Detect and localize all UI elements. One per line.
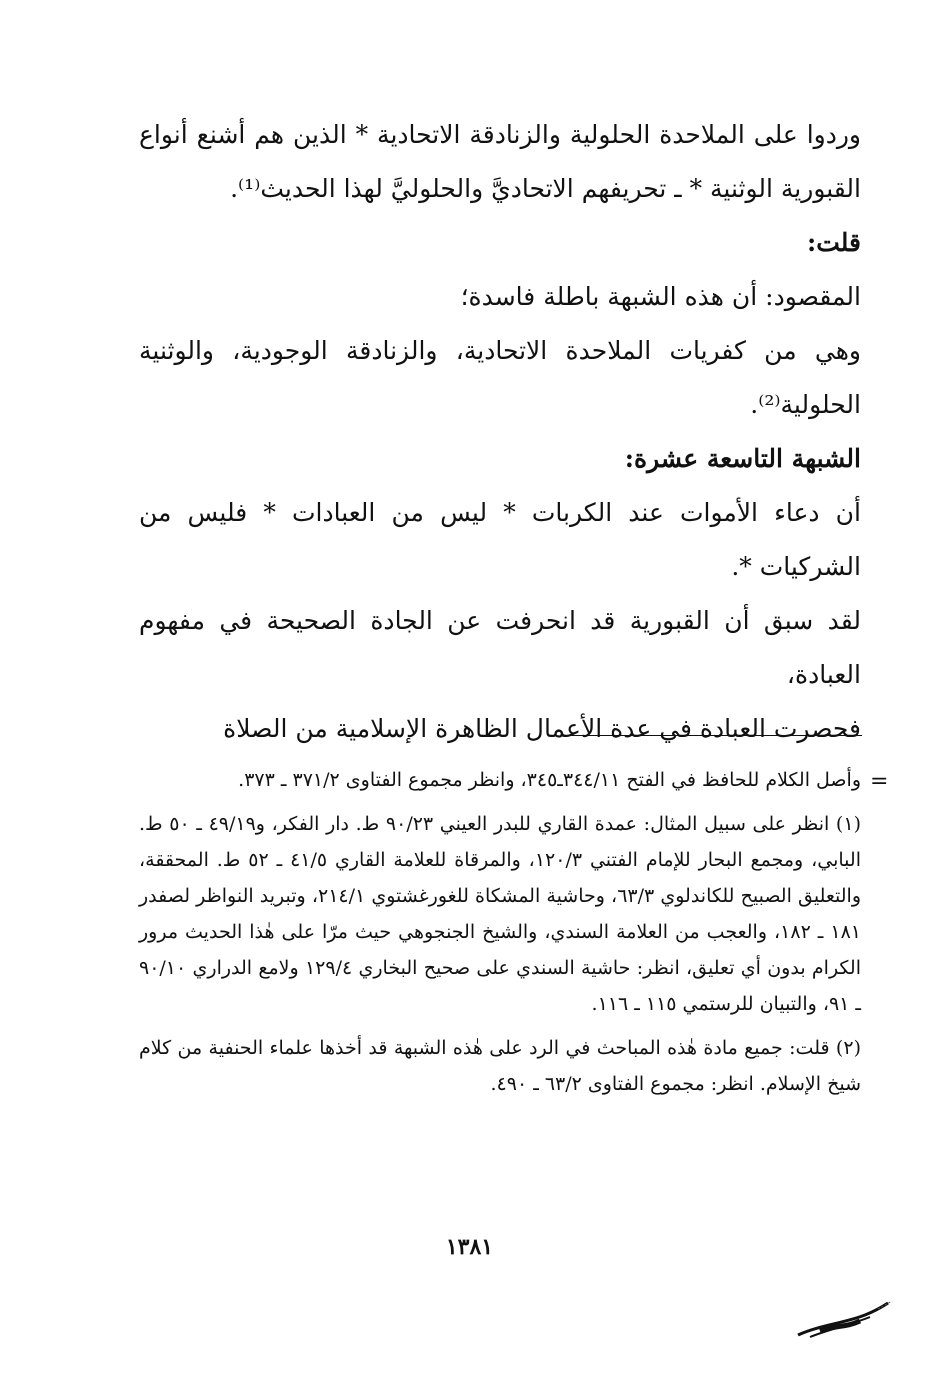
page-number: ١٣٨١ — [445, 1234, 494, 1260]
paragraph-1: وردوا على الملاحدة الحلولية والزنادقة الاتحادية * الذين هم أشنع أنواع القبورية الوثنية * ـ تحريفهم الاتحاديَّ والحلوليَّ لهذا الحديث⁽¹⁾. — [139, 120, 861, 203]
footnote-separator — [570, 735, 862, 736]
paragraph-7: لقد سبق أن القبورية قد انحرفت عن الجادة الصحيحة في مفهوم العبادة، — [139, 606, 861, 689]
paragraph-3: المقصود: أن هذه الشبهة باطلة فاسدة؛ — [460, 282, 861, 311]
paragraph-8: فحصرت العبادة في عدة الأعمال الظاهرة الإسلامية من الصلاة — [223, 714, 861, 743]
pen-scribble-mark — [790, 1295, 900, 1345]
footnote-1: (١) انظر على سبيل المثال: عمدة القاري للبدر العيني ٩٠/٢٣ ط. دار الفكر، و٤٩/١٩ ـ ٥٠ ط. البابي، ومجمع البحار للإمام الفتني ١٢٠/٣، والمرقاة للعلامة القاري ٤١/٥ ـ ٥٢ ط. المحققة، والتعليق الصبيح للكاندلوي ٦٣/٣، وحاشية المشكاة للغورغشتوي ٢١٤/١، وتبريد النواظر لصفدر ١٨١ ـ ١٨٢، والعجب من العلامة السندي، والشيخ الجنجوهي حيث مرّا على هٰذا الحديث مرور الكرام بدون أي تعليق، انظر: حاشية السندي على صحيح البخاري ١٢٩/٤ ولامع الدراري ٩٠/١٠ ـ ٩١، والتبيان للرستمي ١١٥ ـ ١١٦. — [139, 813, 862, 1015]
footnote-2: (٢) قلت: جميع مادة هٰذه المباحث في الرد على هٰذه الشبهة قد أخذها علماء الحنفية من كلام شيخ الإسلام. انظر: مجموع الفتاوى ٦٣/٢ ـ ٤٩٠. — [139, 1037, 861, 1095]
paragraph-4: وهي من كفريات الملاحدة الاتحادية، والزنادقة الوجودية، والوثنية الحلولية⁽²⁾. — [139, 336, 861, 419]
footnote-continuation-mark: = — [870, 769, 889, 794]
footnote-continued: وأصل الكلام للحافظ في الفتح ٣٤٤/١١ـ٣٤٥، وانظر مجموع الفتاوى ٣٧١/٢ ـ ٣٧٣. — [238, 769, 861, 791]
main-text-body — [139, 108, 861, 756]
paragraph-6: أن دعاء الأموات عند الكربات * ليس من العبادات * فليس من الشركيات *. — [139, 498, 861, 581]
section-heading-19: الشبهة التاسعة عشرة: — [624, 444, 861, 473]
qultu-heading: قلت: — [806, 228, 861, 257]
footnotes-section — [139, 762, 861, 1102]
